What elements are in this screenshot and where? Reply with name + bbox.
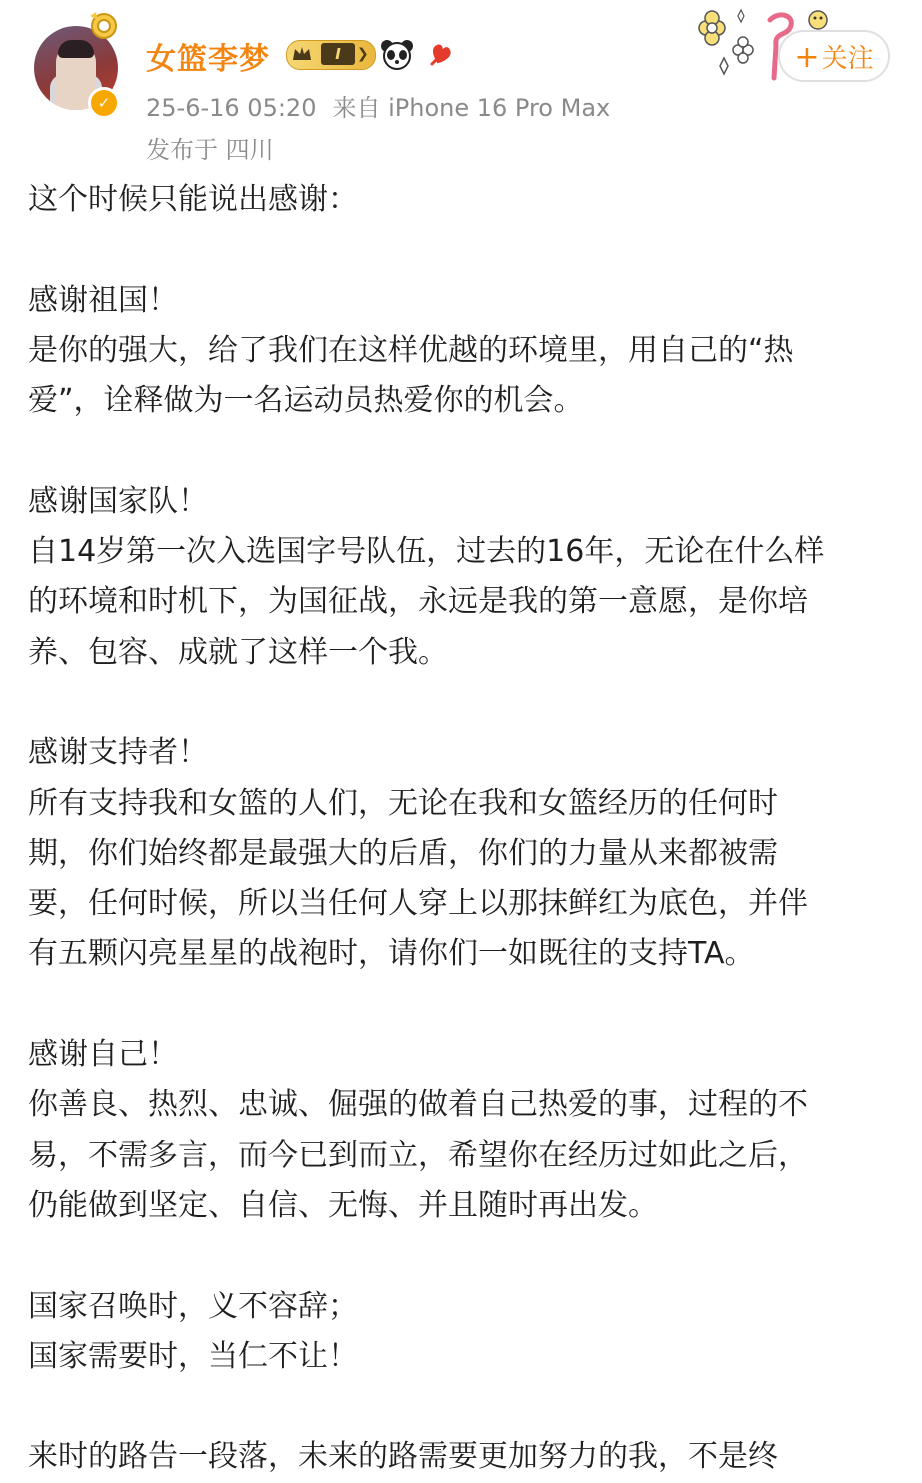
verified-icon: ✓ (88, 87, 120, 119)
post-timestamp: 25-6-16 05:20 (146, 94, 317, 122)
username[interactable]: 女篮李梦 (146, 42, 270, 77)
blank-line (28, 1382, 908, 1432)
vip-arrow-icon: ❯ (357, 46, 369, 62)
post-line: 养、包容、成就了这样一个我。 (28, 634, 448, 670)
plus-icon: + (794, 40, 820, 75)
post-line: 这个时候只能说出感谢： (28, 182, 358, 217)
post-line: 易，不需多言，而今已到而立，希望你在经历过如此之后， (28, 1137, 808, 1173)
post-location: 发布于 四川 (146, 136, 274, 164)
post-line: 期，你们始终都是最强大的后盾，你们的力量从来都被需 (28, 835, 778, 871)
post-line: 是你的强大，给了我们在这样优越的环境里，用自己的“热 (28, 332, 794, 368)
post-line: 国家召唤时，义不容辞； (28, 1288, 358, 1324)
blank-line (28, 678, 908, 728)
follow-label: 关注 (821, 44, 874, 74)
post-line: 感谢祖国！ (28, 282, 178, 318)
post-line: 要，任何时候，所以当任何人穿上以那抹鲜红为底色，并伴 (28, 886, 808, 922)
vip-level: I (321, 43, 355, 65)
vip-crown-icon (291, 44, 313, 64)
post-line: 有五颗闪亮星星的战袍时，请你们一如既往的支持TA。 (28, 936, 755, 972)
post-line: 感谢支持者！ (28, 735, 208, 771)
post-line: 感谢自己！ (28, 1037, 178, 1073)
post-header (0, 0, 922, 170)
post-line: 爱”，诠释做为一名运动员热爱你的机会。 (28, 383, 584, 419)
post-body (28, 175, 908, 1483)
vip-badge[interactable] (286, 40, 376, 70)
post-line: 你善良、热烈、忠诚、倔强的做着自己热爱的事，过程的不 (28, 1087, 808, 1123)
post-line: 的环境和时机下，为国征战，永远是我的第一意愿，是你培 (28, 584, 808, 620)
avatar-decoration-icon (80, 10, 126, 44)
post-meta (146, 88, 626, 123)
follow-button[interactable] (778, 30, 890, 82)
blank-line (28, 980, 908, 1030)
post-source: 来自 iPhone 16 Pro Max (332, 94, 611, 122)
post-line: 自14岁第一次入选国字号队伍，过去的16年，无论在什么样 (28, 534, 825, 570)
blank-line (28, 225, 908, 275)
post-line: 感谢国家队！ (28, 483, 208, 519)
heart-icon[interactable] (428, 40, 454, 68)
panda-icon[interactable] (380, 38, 414, 70)
post-line: 国家需要时，当仁不让！ (28, 1338, 358, 1374)
post-line: 所有支持我和女篮的人们，无论在我和女篮经历的任何时 (28, 785, 778, 821)
blank-line (28, 1231, 908, 1281)
blank-line (28, 426, 908, 476)
post-line: 仍能做到坚定、自信、无悔、并且随时再出发。 (28, 1187, 658, 1223)
post-line: 来时的路告一段落，未来的路需要更加努力的我，不是终 (28, 1439, 778, 1475)
